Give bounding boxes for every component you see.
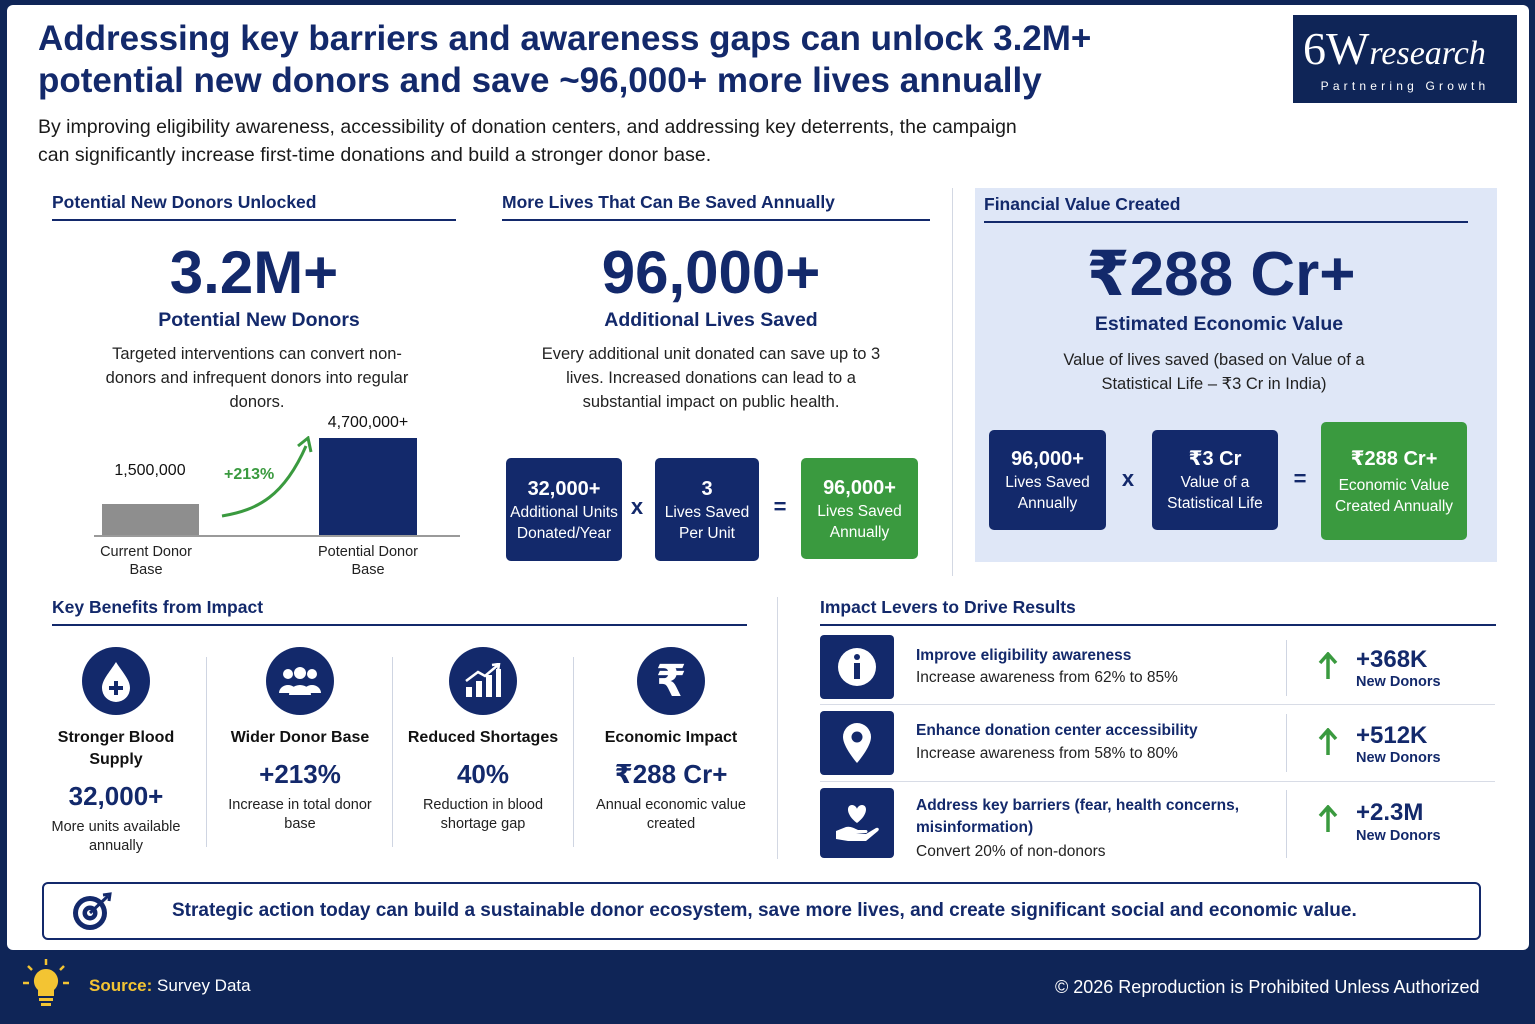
- page-title: Addressing key barriers and awareness gaps can unlock 3.2M+ potential new donors and save ~96,000+ more lives annually: [38, 19, 1092, 100]
- lever-desc: Convert 20% of non-donors: [916, 843, 1106, 860]
- economic-value-label: Economic Value Created Annually: [1334, 476, 1454, 515]
- lever-unit: New Donors: [1356, 750, 1441, 766]
- lever-value: +368K: [1356, 646, 1428, 673]
- section-divider: [777, 597, 778, 859]
- benefit-blood-supply: [31, 647, 201, 856]
- lever-title: Enhance donation center accessibility: [916, 722, 1198, 739]
- lever-row-divider: [820, 781, 1495, 782]
- benefit-desc: Annual economic value created: [596, 797, 746, 832]
- benefit-title: Wider Donor Base: [230, 729, 370, 746]
- benefit-title: Reduced Shortages: [407, 729, 559, 746]
- source-note: [89, 976, 251, 996]
- up-arrow-icon: [1318, 652, 1338, 680]
- bar-potential-donor-base: [319, 438, 417, 535]
- fin-equals-operator: =: [1293, 466, 1307, 491]
- fin-lives-value: 96,000+: [1011, 448, 1084, 470]
- up-arrow-icon: [1318, 805, 1338, 833]
- lever-unit: New Donors: [1356, 674, 1441, 690]
- benefit-economic-impact: [586, 647, 756, 834]
- fin-lives-label: Lives Saved Annually: [1005, 474, 1090, 512]
- target-icon: [70, 892, 114, 932]
- lever-divider: [1286, 714, 1287, 772]
- lever-desc: Increase awareness from 58% to 80%: [916, 745, 1178, 762]
- lives-per-unit-box: [655, 458, 759, 561]
- lever-title: Improve eligibility awareness: [916, 647, 1132, 664]
- financial-heading: Financial Value Created: [984, 194, 1468, 223]
- vsl-box: [1152, 430, 1278, 530]
- levers-heading: Impact Levers to Drive Results: [820, 597, 1496, 626]
- benefits-heading: Key Benefits from Impact: [52, 597, 747, 626]
- logo-main: 6W: [1303, 23, 1370, 74]
- benefit-desc: Increase in total donor base: [228, 797, 372, 832]
- lightbulb-icon: [22, 958, 70, 1008]
- financial-label: Estimated Economic Value: [1094, 313, 1344, 335]
- lives-saved-label: Lives Saved Annually: [817, 502, 902, 541]
- benefit-title: Economic Impact: [604, 729, 738, 746]
- lever-divider: [1286, 790, 1287, 858]
- donors-value: 3.2M+: [169, 239, 339, 306]
- growth-chart-icon: [449, 647, 517, 715]
- logo-script: research: [1369, 35, 1486, 72]
- donors-desc: Targeted interventions can convert non-donors and infrequent donors into regular donors.: [105, 345, 409, 411]
- benefit-value: 40%: [456, 759, 510, 789]
- bar-current-donor-base: [102, 504, 199, 535]
- lever-desc: Increase awareness from 62% to 85%: [916, 669, 1178, 686]
- heart-hand-icon: [820, 788, 894, 858]
- page-subtitle: By improving eligibility awareness, accessibility of donation centers, and addressing key deterrents, the campaign can significantly increase first-time donations and build a stronger donor base.: [38, 116, 1017, 166]
- benefit-value: +213%: [259, 759, 341, 789]
- fin-lives-box: [989, 430, 1106, 530]
- source-label: Source:: [89, 976, 153, 995]
- vsl-label: Value of a Statistical Life: [1167, 474, 1263, 512]
- benefit-donor-base: [215, 647, 385, 834]
- lives-per-unit-value: 3: [701, 477, 713, 500]
- benefit-divider: [573, 657, 574, 847]
- logo-tagline: Partnering Growth: [1320, 79, 1490, 93]
- fin-multiply-operator: x: [1121, 466, 1135, 491]
- banner-text: Strategic action today can build a sustainable donor ecosystem, save more lives, and create significant social and economic value.: [172, 900, 1357, 921]
- lives-label: Additional Lives Saved: [604, 309, 818, 331]
- benefit-desc: More units available annually: [51, 819, 181, 854]
- benefit-title: Stronger Blood Supply: [57, 729, 175, 768]
- section-divider: [952, 188, 953, 576]
- benefit-reduced-shortages: [398, 647, 568, 834]
- chart-baseline: [94, 535, 460, 537]
- lever-value: +512K: [1356, 722, 1428, 749]
- benefit-desc: Reduction in blood shortage gap: [422, 797, 544, 832]
- lives-saved-value: 96,000+: [823, 476, 896, 499]
- copyright-note: © 2026 Reproduction is Prohibited Unless Authorized: [1055, 977, 1480, 997]
- equals-operator: =: [773, 494, 787, 519]
- economic-value-value: ₹288 Cr+: [1350, 447, 1438, 470]
- lives-heading: More Lives That Can Be Saved Annually: [502, 192, 930, 221]
- benefit-value: 32,000+: [68, 781, 164, 811]
- source-value: Survey Data: [157, 976, 251, 995]
- location-pin-icon: [820, 711, 894, 775]
- lives-saved-box: [801, 458, 918, 559]
- lever-title: Address key barriers (fear, health concerns, misinformation): [916, 797, 1240, 836]
- lives-desc: Every additional unit donated can save up to 3 lives. Increased donations can lead to a substantial impact on public health.: [541, 345, 881, 411]
- up-arrow-icon: [1318, 728, 1338, 756]
- bar-value-label-current: 1,500,000: [114, 462, 186, 479]
- people-icon: [266, 647, 334, 715]
- axis-label-potential: Potential Donor Base: [318, 544, 418, 578]
- lever-value: +2.3M: [1356, 799, 1424, 826]
- growth-arrow-icon: [218, 436, 314, 520]
- financial-value: ₹288 Cr+: [1086, 240, 1356, 309]
- multiply-operator: x: [630, 494, 644, 519]
- lever-divider: [1286, 640, 1287, 696]
- brand-logo: [1293, 15, 1517, 103]
- benefit-value: ₹288 Cr+: [614, 759, 728, 789]
- lever-unit: New Donors: [1356, 828, 1441, 844]
- strategic-banner: [42, 882, 1481, 940]
- benefit-divider: [206, 657, 207, 847]
- rupee-icon: ₹: [637, 647, 705, 715]
- info-icon: [820, 635, 894, 699]
- units-donated-box: [506, 458, 622, 561]
- donors-label: Potential New Donors: [158, 309, 360, 331]
- donor-base-chart: [100, 410, 465, 582]
- benefit-divider: [392, 657, 393, 847]
- donors-heading: Potential New Donors Unlocked: [52, 192, 456, 221]
- axis-label-current: Current Donor Base: [100, 544, 192, 578]
- bar-value-label-potential: 4,700,000+: [327, 414, 409, 431]
- financial-desc: Value of lives saved (based on Value of a Statistical Life – ₹3 Cr in India): [1063, 351, 1365, 393]
- lives-per-unit-label: Lives Saved Per Unit: [664, 503, 750, 542]
- lever-row-divider: [820, 704, 1495, 705]
- blood-drop-icon: [82, 647, 150, 715]
- economic-value-box: [1321, 422, 1467, 540]
- growth-label: +213%: [224, 466, 275, 483]
- units-donated-label: Additional Units Donated/Year: [510, 503, 618, 542]
- vsl-value: ₹3 Cr: [1188, 448, 1242, 470]
- units-donated-value: 32,000+: [527, 477, 601, 500]
- lives-value: 96,000+: [601, 239, 821, 306]
